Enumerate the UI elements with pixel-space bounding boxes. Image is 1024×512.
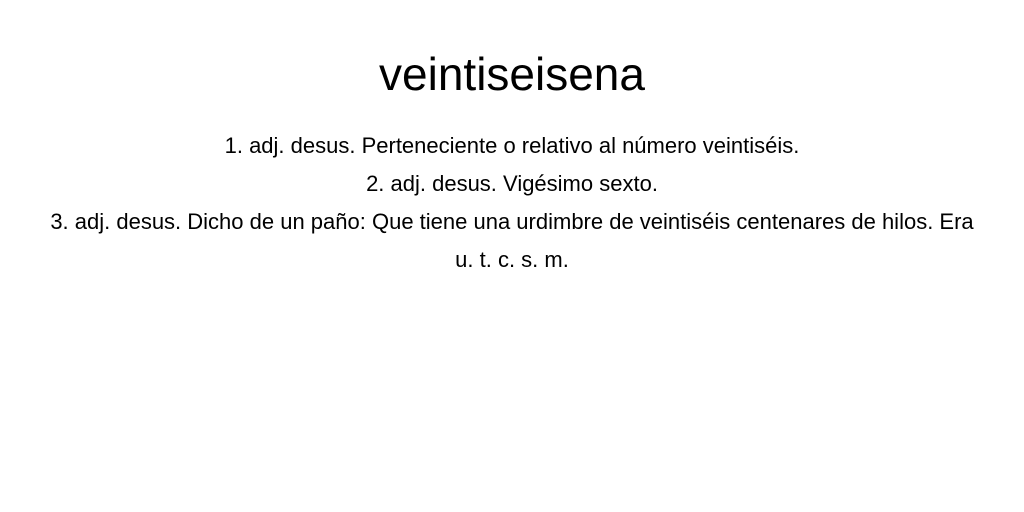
definition-2: 2. adj. desus. Vigésimo sexto.: [366, 171, 658, 196]
definition-3: 3. adj. desus. Dicho de un paño: Que tiene una urdimbre de veintiséis centenares de hilos. Era u. t. c. s. m.: [50, 209, 974, 272]
headword: veintiseisena: [379, 48, 645, 100]
definition-1: 1. adj. desus. Perteneciente o relativo al número veintiséis.: [224, 133, 800, 158]
definition-list: [40, 127, 984, 279]
